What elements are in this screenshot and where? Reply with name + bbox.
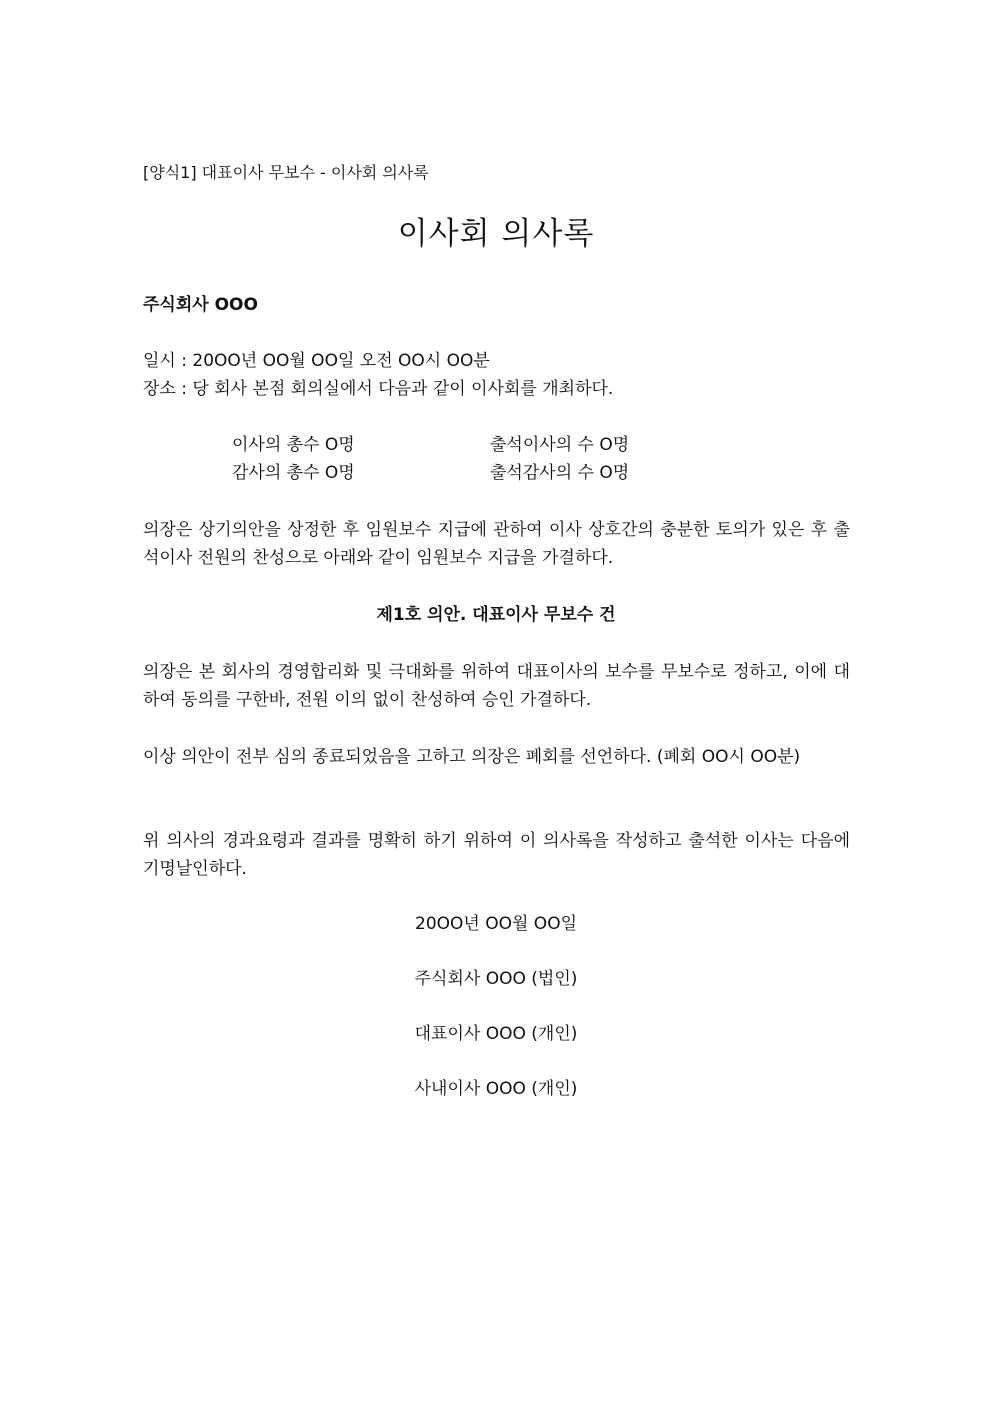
- meeting-place: 장소 : 당 회사 본점 회의실에서 다음과 같이 이사회를 개최하다.: [143, 379, 614, 399]
- paragraph-resolution-intro: 의장은 상기의안을 상정한 후 임원보수 지급에 관하여 이사 상호간의 충분한 토의가 있은 후 출석이사 전원의 찬성으로 아래와 같이 임원보수 지급을 가결하다.: [143, 520, 850, 568]
- directors-total: 이사의 총수 O명: [232, 435, 355, 455]
- form-label: [양식1] 대표이사 무보수 - 이사회 의사록: [143, 163, 429, 182]
- document-title: 이사회 의사록: [397, 216, 595, 252]
- auditors-total: 감사의 총수 O명: [232, 463, 355, 483]
- signature-date: 20OO년 OO월 OO일: [415, 914, 577, 934]
- paragraph-closing: 이상 의안이 전부 심의 종료되었음을 고하고 의장은 폐회를 선언하다. (폐회 OO시 OO분): [143, 747, 801, 767]
- directors-present: 출석이사의 수 O명: [490, 435, 630, 455]
- company-name: 주식회사 OOO: [143, 295, 258, 315]
- agenda-title: 제1호 의안. 대표이사 무보수 건: [376, 605, 616, 625]
- signature-ceo: 대표이사 OOO (개인): [414, 1024, 578, 1044]
- paragraph-agenda-decision: 의장은 본 회사의 경영합리화 및 극대화를 위하여 대표이사의 보수를 무보수로 정하고, 이에 대하여 동의를 구한바, 전원 이의 없이 찬성하여 승인 가결하다.: [143, 662, 850, 710]
- auditors-present: 출석감사의 수 O명: [490, 463, 630, 483]
- signature-director: 사내이사 OOO (개인): [414, 1079, 578, 1099]
- signature-company: 주식회사 OOO (법인): [414, 969, 578, 989]
- paragraph-signing: 위 의사의 경과요령과 결과를 명확히 하기 위하여 이 의사록을 작성하고 출석한 이사는 다음에 기명날인하다.: [143, 831, 850, 879]
- meeting-date: 일시 : 20OO년 OO월 OO일 오전 OO시 OO분: [143, 351, 490, 371]
